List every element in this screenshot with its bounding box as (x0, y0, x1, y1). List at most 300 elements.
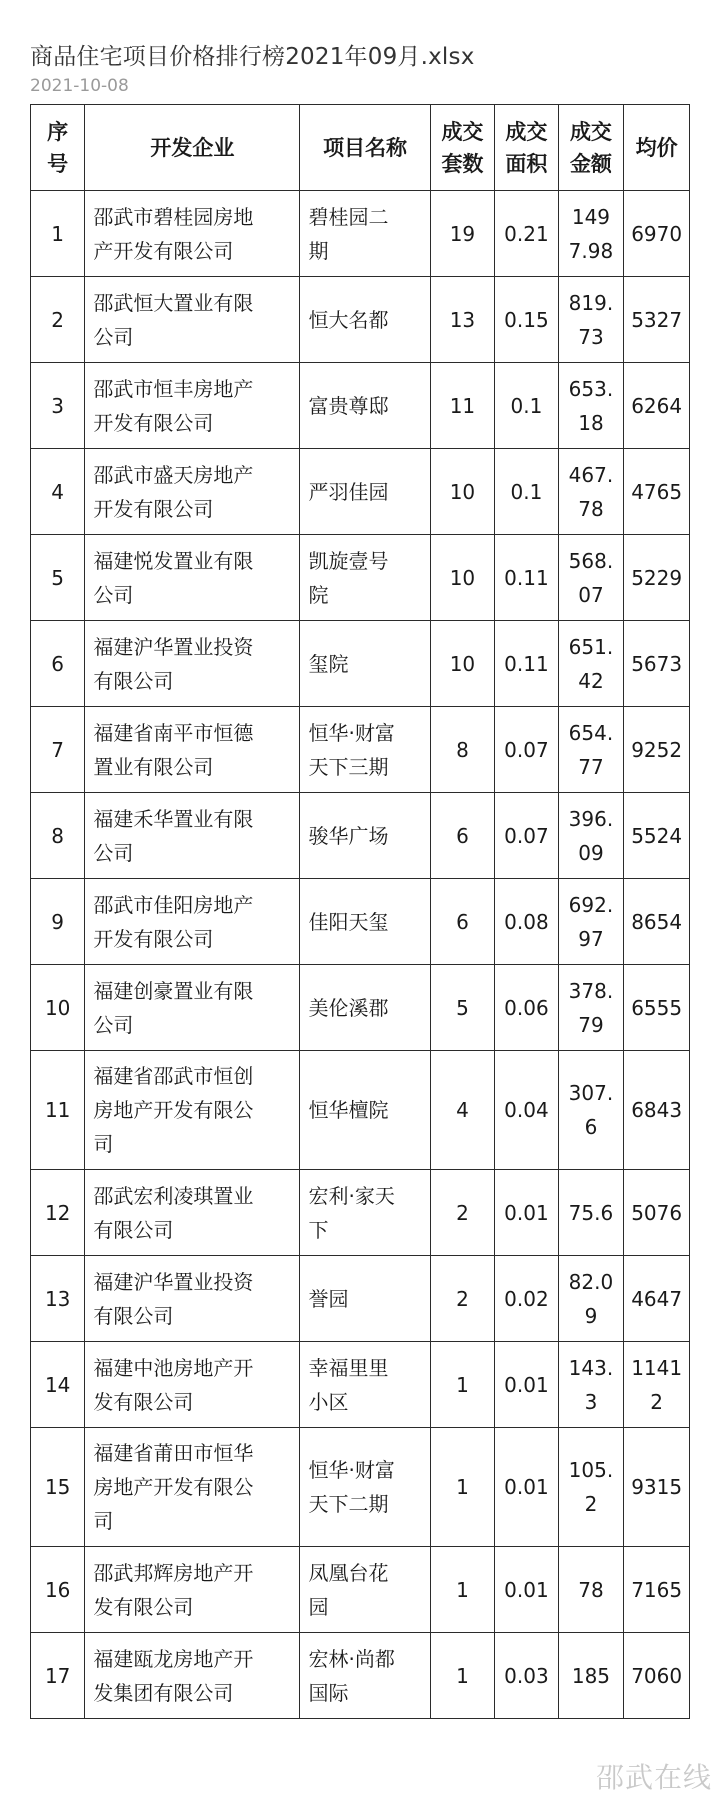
cell-line: 78 (578, 496, 604, 521)
cell-value: 4 (456, 1098, 469, 1122)
cell-value: 0.11 (504, 651, 549, 676)
cell-project (300, 363, 430, 449)
cell-amount (558, 793, 624, 879)
cell-value: 5673 (631, 651, 683, 676)
cell-line: 发有限公司 (93, 1594, 194, 1619)
cell-value: 10 (449, 651, 476, 676)
cell-company (85, 1342, 300, 1428)
cell-area (495, 1256, 558, 1342)
cell-line: 金额 (569, 151, 612, 176)
table-row (31, 535, 690, 621)
cell-area (495, 1170, 558, 1256)
cell-company (85, 1170, 300, 1256)
cell-project (300, 1170, 430, 1256)
cell-project (300, 449, 430, 535)
cell-project (300, 879, 430, 965)
cell-area (495, 191, 558, 277)
cell-line: 福建悦发置业有限 (93, 548, 254, 573)
cell-project (300, 191, 430, 277)
table-row (31, 1633, 690, 1719)
cell-line: 09 (578, 840, 604, 865)
table-row (31, 1256, 690, 1342)
cell-area (495, 707, 558, 793)
cell-value: 0.07 (504, 737, 549, 762)
cell-value: 11 (44, 1098, 71, 1122)
watermark: 邵武在线 (595, 1761, 712, 1794)
cell-line: 467. (568, 462, 614, 487)
cell-line: 开发有限公司 (93, 926, 214, 951)
cell-company (85, 621, 300, 707)
cell-value: 1 (51, 221, 65, 246)
cell-line: 美伦溪郡 (308, 995, 389, 1020)
cell-line: 玺院 (308, 651, 349, 676)
cell-price (624, 1170, 690, 1256)
cell-value: 5 (456, 995, 469, 1020)
table-row (31, 965, 690, 1051)
cell-company (85, 1051, 300, 1170)
cell-line: 77 (578, 754, 604, 779)
cell-company (85, 965, 300, 1051)
cell-value: 0.03 (504, 1663, 549, 1688)
cell-line: 福建禾华置业有限 (93, 806, 254, 831)
cell-amount (558, 363, 624, 449)
cell-line: 79 (578, 1012, 604, 1037)
cell-line: 福建省南平市恒德 (93, 720, 254, 745)
cell-value: 0.02 (504, 1286, 549, 1311)
cell-value: 2 (456, 1286, 469, 1311)
cell-line: 邵武宏利凌琪置业 (93, 1183, 254, 1208)
cell-amount (558, 879, 624, 965)
header-project (300, 105, 430, 191)
cell-line: 邵武邦辉房地产开 (93, 1560, 254, 1585)
cell-line: 75.6 (568, 1200, 614, 1225)
cell-no (31, 191, 85, 277)
cell-line: 小区 (308, 1389, 349, 1414)
cell-company (85, 1547, 300, 1633)
cell-line: 307. (568, 1081, 614, 1105)
cell-area (495, 535, 558, 621)
cell-no (31, 277, 85, 363)
cell-no (31, 707, 85, 793)
cell-line: 恒大名都 (308, 307, 389, 332)
header-area (495, 105, 558, 191)
cell-line: 房地产开发有限公 (93, 1475, 254, 1499)
cell-value: 8 (51, 823, 65, 848)
cell-line: 宏利·家天 (308, 1183, 395, 1208)
cell-area (495, 1051, 558, 1170)
cell-amount (558, 1428, 624, 1547)
cell-line: 成交 (441, 119, 484, 144)
cell-line: 福建沪华置业投资 (93, 634, 254, 659)
cell-value: 0.01 (504, 1200, 549, 1225)
cell-project (300, 621, 430, 707)
table-row (31, 1428, 690, 1547)
cell-line: 恒华檀院 (308, 1098, 389, 1122)
cell-line: 邵武市佳阳房地产 (93, 892, 254, 917)
cell-value: 9 (51, 909, 65, 934)
cell-line: 司 (93, 1509, 114, 1533)
cell-line: 佳阳天玺 (308, 909, 389, 934)
cell-project (300, 1051, 430, 1170)
document-date: 2021-10-08 (30, 76, 129, 96)
cell-line: 院 (308, 582, 329, 607)
cell-value: 7060 (631, 1663, 683, 1688)
cell-line: 宏林·尚都 (308, 1646, 395, 1671)
cell-line: 恒华·财富 (308, 720, 395, 745)
cell-line: 成交 (569, 119, 612, 144)
cell-line: 福建省邵武市恒创 (93, 1064, 254, 1088)
cell-line: 严羽佳园 (308, 479, 389, 504)
cell-amount (558, 1256, 624, 1342)
cell-line: 福建沪华置业投资 (93, 1269, 254, 1294)
cell-no (31, 621, 85, 707)
cell-price (624, 1256, 690, 1342)
cell-no (31, 879, 85, 965)
cell-value: 12 (44, 1200, 71, 1225)
cell-amount (558, 1633, 624, 1719)
cell-units (430, 191, 495, 277)
cell-project (300, 1428, 430, 1547)
cell-line: 143. (568, 1355, 614, 1380)
cell-line: 有限公司 (93, 668, 174, 693)
cell-value: 1 (456, 1372, 469, 1397)
cell-amount (558, 965, 624, 1051)
cell-area (495, 1633, 558, 1719)
cell-line: 福建省莆田市恒华 (93, 1441, 254, 1465)
cell-price (624, 1051, 690, 1170)
cell-line: 套数 (441, 151, 484, 176)
cell-line: 邵武市盛天房地产 (93, 462, 254, 487)
cell-value: 1 (456, 1577, 469, 1602)
cell-company (85, 191, 300, 277)
cell-units (430, 1342, 495, 1428)
table-row (31, 1170, 690, 1256)
cell-units (430, 1633, 495, 1719)
cell-line: 692. (568, 892, 614, 917)
cell-no (31, 965, 85, 1051)
cell-price (624, 793, 690, 879)
cell-area (495, 793, 558, 879)
cell-company (85, 793, 300, 879)
cell-value: 10 (449, 479, 476, 504)
cell-line: 产开发有限公司 (93, 238, 234, 263)
cell-price (624, 363, 690, 449)
cell-line: 福建瓯龙房地产开 (93, 1646, 254, 1671)
cell-line: 期 (308, 238, 329, 263)
cell-company (85, 1256, 300, 1342)
cell-line: 公司 (93, 324, 134, 349)
header-row (31, 105, 690, 191)
cell-price (624, 1428, 690, 1547)
cell-amount (558, 277, 624, 363)
cell-price (624, 621, 690, 707)
cell-units (430, 707, 495, 793)
cell-line: 9 (584, 1303, 598, 1328)
cell-value: 0.01 (504, 1475, 549, 1499)
cell-no (31, 1428, 85, 1547)
cell-value: 0.07 (504, 823, 549, 848)
cell-amount (558, 535, 624, 621)
cell-price (624, 449, 690, 535)
cell-company (85, 1428, 300, 1547)
cell-line: 邵武市碧桂园房地 (93, 204, 254, 229)
cell-no (31, 1256, 85, 1342)
cell-value: 13 (449, 307, 476, 332)
cell-value: 8654 (631, 909, 683, 934)
header-company (85, 105, 300, 191)
cell-amount (558, 191, 624, 277)
cell-value: 0.04 (504, 1098, 549, 1122)
cell-value: 4647 (631, 1286, 683, 1311)
cell-units (430, 621, 495, 707)
cell-price (624, 191, 690, 277)
cell-line: 誉园 (308, 1286, 349, 1311)
cell-area (495, 965, 558, 1051)
cell-amount (558, 1342, 624, 1428)
cell-line: 2 (650, 1389, 663, 1414)
cell-project (300, 535, 430, 621)
cell-price (624, 277, 690, 363)
cell-units (430, 965, 495, 1051)
table-body (31, 191, 690, 1719)
cell-line: 651. (568, 634, 614, 659)
table-row (31, 621, 690, 707)
cell-line: 97 (578, 926, 604, 951)
cell-line: 2 (584, 1492, 598, 1516)
cell-units (430, 793, 495, 879)
cell-line: 1141 (631, 1355, 683, 1380)
cell-line: 骏华广场 (308, 823, 389, 848)
cell-line: 568. (568, 548, 614, 573)
document-title: 商品住宅项目价格排行榜2021年09月.xlsx (30, 44, 475, 70)
cell-line: 发有限公司 (93, 1389, 194, 1414)
cell-value: 6843 (631, 1098, 683, 1122)
cell-line: 下 (308, 1217, 329, 1242)
cell-value: 7165 (631, 1577, 683, 1602)
cell-line: 发集团有限公司 (93, 1680, 234, 1705)
cell-area (495, 363, 558, 449)
cell-line: 653. (568, 376, 614, 401)
cell-value: 5076 (631, 1200, 683, 1225)
cell-project (300, 277, 430, 363)
cell-line: 幸福里里 (308, 1355, 389, 1380)
cell-line: 3 (584, 1389, 598, 1414)
table-row (31, 793, 690, 879)
cell-area (495, 621, 558, 707)
cell-value: 9315 (631, 1475, 683, 1499)
cell-line: 42 (578, 668, 604, 693)
cell-no (31, 449, 85, 535)
cell-area (495, 449, 558, 535)
cell-line: 凯旋壹号 (308, 548, 389, 573)
table-row (31, 191, 690, 277)
cell-line: 82.0 (568, 1269, 614, 1294)
cell-no (31, 1547, 85, 1633)
cell-area (495, 1547, 558, 1633)
table-row (31, 707, 690, 793)
cell-line: 07 (578, 582, 604, 607)
cell-line: 富贵尊邸 (308, 393, 389, 418)
cell-line: 项目名称 (323, 135, 408, 160)
cell-amount (558, 449, 624, 535)
cell-value: 10 (449, 565, 476, 590)
cell-value: 16 (44, 1577, 71, 1602)
header-no (31, 105, 85, 191)
cell-value: 4765 (631, 479, 683, 504)
table-row (31, 277, 690, 363)
cell-line: 司 (93, 1132, 114, 1156)
cell-value: 6264 (631, 393, 683, 418)
cell-no (31, 363, 85, 449)
cell-value: 6 (456, 823, 469, 848)
cell-value: 0.01 (504, 1372, 549, 1397)
cell-line: 105. (568, 1458, 614, 1482)
cell-company (85, 879, 300, 965)
cell-line: 公司 (93, 1012, 134, 1037)
cell-line: 凤凰台花 (308, 1560, 389, 1585)
cell-project (300, 1342, 430, 1428)
cell-no (31, 1633, 85, 1719)
cell-company (85, 535, 300, 621)
cell-value: 2 (51, 307, 65, 332)
cell-value: 0.01 (504, 1577, 549, 1602)
cell-value: 1 (456, 1475, 469, 1499)
cell-amount (558, 1170, 624, 1256)
header-price (624, 105, 690, 191)
cell-value: 1 (456, 1663, 469, 1688)
cell-line: 819. (568, 290, 614, 315)
cell-price (624, 1547, 690, 1633)
cell-company (85, 707, 300, 793)
cell-units (430, 277, 495, 363)
cell-price (624, 965, 690, 1051)
cell-line: 185 (571, 1663, 611, 1688)
cell-line: 149 (571, 204, 611, 229)
cell-line: 6 (584, 1115, 598, 1139)
cell-price (624, 707, 690, 793)
cell-price (624, 535, 690, 621)
cell-project (300, 707, 430, 793)
cell-units (430, 1547, 495, 1633)
cell-no (31, 1342, 85, 1428)
cell-line: 18 (578, 410, 604, 435)
cell-line: 面积 (505, 151, 548, 176)
cell-line: 78 (578, 1577, 604, 1602)
cell-value: 7 (51, 737, 65, 762)
cell-project (300, 793, 430, 879)
table-row (31, 1051, 690, 1170)
cell-line: 园 (308, 1594, 329, 1619)
cell-units (430, 1051, 495, 1170)
cell-value: 5229 (631, 565, 683, 590)
cell-value: 6555 (631, 995, 683, 1020)
cell-project (300, 1547, 430, 1633)
cell-value: 5327 (631, 307, 683, 332)
table-row (31, 363, 690, 449)
cell-area (495, 277, 558, 363)
cell-line: 邵武市恒丰房地产 (93, 376, 254, 401)
cell-project (300, 1256, 430, 1342)
cell-units (430, 1428, 495, 1547)
cell-line: 公司 (93, 840, 134, 865)
header-units (430, 105, 495, 191)
cell-company (85, 449, 300, 535)
cell-company (85, 277, 300, 363)
cell-line: 房地产开发有限公 (93, 1098, 254, 1122)
cell-units (430, 1256, 495, 1342)
cell-value: 6970 (631, 221, 683, 246)
cell-line: 开发有限公司 (93, 496, 214, 521)
cell-value: 5524 (631, 823, 683, 848)
table-row (31, 1342, 690, 1428)
cell-line: 序 (47, 119, 69, 144)
cell-value: 15 (44, 1475, 71, 1499)
cell-line: 7.98 (568, 238, 614, 263)
cell-line: 国际 (308, 1680, 349, 1705)
cell-value: 0.08 (504, 909, 549, 934)
cell-no (31, 1051, 85, 1170)
cell-value: 6 (456, 909, 469, 934)
price-ranking-table (30, 104, 690, 1719)
cell-amount (558, 621, 624, 707)
cell-units (430, 1170, 495, 1256)
cell-no (31, 793, 85, 879)
cell-value: 13 (44, 1286, 71, 1311)
cell-area (495, 879, 558, 965)
cell-line: 有限公司 (93, 1303, 174, 1328)
table-row (31, 879, 690, 965)
cell-amount (558, 707, 624, 793)
header-amount (558, 105, 624, 191)
cell-amount (558, 1547, 624, 1633)
cell-line: 396. (568, 806, 614, 831)
cell-project (300, 965, 430, 1051)
cell-no (31, 1170, 85, 1256)
cell-project (300, 1633, 430, 1719)
cell-line: 654. (568, 720, 614, 745)
cell-company (85, 363, 300, 449)
cell-line: 号 (47, 151, 69, 176)
cell-line: 置业有限公司 (93, 754, 214, 779)
cell-value: 5 (51, 565, 65, 590)
cell-line: 开发有限公司 (93, 410, 214, 435)
cell-line: 378. (568, 978, 614, 1003)
cell-line: 均价 (635, 135, 678, 160)
cell-value: 2 (456, 1200, 469, 1225)
cell-line: 碧桂园二 (308, 204, 389, 229)
cell-value: 10 (44, 995, 71, 1020)
cell-amount (558, 1051, 624, 1170)
cell-price (624, 879, 690, 965)
cell-line: 天下三期 (308, 754, 389, 779)
cell-units (430, 879, 495, 965)
cell-line: 73 (578, 324, 604, 349)
cell-value: 8 (456, 737, 469, 762)
cell-no (31, 535, 85, 621)
cell-company (85, 1633, 300, 1719)
cell-line: 有限公司 (93, 1217, 174, 1242)
cell-line: 恒华·财富 (308, 1458, 395, 1482)
cell-value: 0.11 (504, 565, 549, 590)
table-row (31, 1547, 690, 1633)
cell-area (495, 1342, 558, 1428)
cell-line: 公司 (93, 582, 134, 607)
cell-value: 0.06 (504, 995, 549, 1020)
cell-units (430, 535, 495, 621)
cell-price (624, 1633, 690, 1719)
cell-price (624, 1342, 690, 1428)
cell-units (430, 363, 495, 449)
